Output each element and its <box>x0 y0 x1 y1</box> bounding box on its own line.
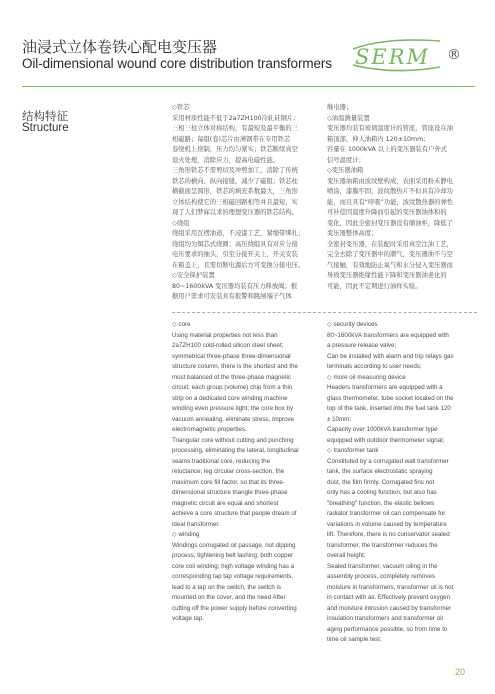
text-line: tank, the surface electrostatic spraying <box>327 468 433 475</box>
text-line: 立体结构使它的三相磁回路相等并且最短，实 <box>172 198 298 206</box>
text-line: 气接触，有效地防止氧气和水分侵入变压器而 <box>327 261 453 269</box>
text-line: overall height; <box>327 552 366 559</box>
text-line: variations in volume caused by temperature <box>327 520 447 528</box>
text-line: 电压要求的抽头，引至分接开关上，开关安装 <box>172 251 298 258</box>
text-line: 可补偿因温度升降而引起的变压器油体积的 <box>327 209 447 216</box>
english-column-left <box>172 320 322 625</box>
text-line: Using material properties not less than <box>172 331 278 339</box>
text-line: 能，而且具有“呼吸”功能，波纹散热器的弹性 <box>327 198 454 206</box>
text-line: most balanced of the three-phase magnetic <box>172 373 292 381</box>
text-line: terminals according to user needs; <box>327 363 422 370</box>
text-line: 绕组采用瓦楞油道，不浸漆工艺，紧缩带绑扎； <box>172 230 305 237</box>
text-line: mounted on the cover, and the need After <box>172 594 286 601</box>
text-line: ◇ core <box>172 321 191 328</box>
text-line: lead to a tap on the switch, the switch is <box>172 583 282 591</box>
text-line: Sealed transformer, vacuum oiling in the <box>327 562 438 570</box>
text-line: only has a cooling function, but also has <box>327 489 437 496</box>
text-line: voltage tap. <box>172 615 204 622</box>
text-line: transformer, the transformer reduces the <box>327 541 438 549</box>
text-line: ◇ more oil measuring device <box>327 373 406 381</box>
logo-text: SERM <box>355 45 431 69</box>
text-line: ◇ security devices <box>327 321 378 328</box>
text-line: Capacity over 1000kVA transformer type <box>327 426 438 433</box>
text-line: top of the tank, inserted into the fuel tank 120 <box>327 405 451 412</box>
text-line: strip on a dedicated core winding machine <box>172 394 288 402</box>
text-line: 铁芯的横向、纵向接缝，减少了磁阻；铁芯柱 <box>172 177 298 185</box>
text-line: ◇变压器油箱 <box>327 167 364 174</box>
text-line: 退火处理，消除应力，提高电磁性能。 <box>172 156 280 164</box>
english-column-right <box>327 320 477 646</box>
text-line: lift. Therefore, there is no conservator sealed <box>327 531 450 538</box>
registered-mark: ® <box>447 47 461 63</box>
text-line: 三角形铁芯不需剪切及冲剪加工，消除了传统 <box>172 167 298 174</box>
text-line: 变压器均装有玻璃温度计的管座，管座设在油 <box>327 125 453 132</box>
text-line: 全密封变压器，在装配时采用真空注油工艺， <box>327 240 453 248</box>
text-line: maximum core fill factor, so that its three- <box>172 478 285 486</box>
text-line: Constituted by a corrugated wall transformer <box>327 457 449 465</box>
text-line: electromagnetic properties. <box>172 426 247 433</box>
text-line: magnetic circuit are equal and shortest <box>172 499 279 507</box>
page-number: 20 <box>455 667 466 677</box>
text-line: ◇铁芯 <box>172 104 190 111</box>
text-line: 变压器整体高度； <box>327 230 378 237</box>
chinese-column-left <box>172 103 322 303</box>
text-line: processing, eliminating the lateral, longitudinal <box>172 447 299 454</box>
text-line: 完全去除了变压器中的潮气，变压器油不与空 <box>327 251 453 258</box>
text-line: insulation transformers and transformer oil <box>327 615 443 622</box>
header-rule <box>22 86 475 87</box>
text-line: Can be installed with alarm and trip relays gas <box>327 352 454 360</box>
text-line: 继电器； <box>327 104 353 111</box>
text-line: corresponding tap tap voltage requirements, <box>172 573 294 580</box>
language-divider <box>172 312 477 313</box>
text-line: 80~1600kVA transformers are equipped with <box>327 331 449 339</box>
text-line: 信号温度计； <box>327 156 365 164</box>
text-line: winding even pressure tight; the core box by <box>172 405 294 412</box>
text-line: 喷涂，漆膜牢固，波纹散热片不但具有冷却功 <box>327 188 453 195</box>
text-line: Windings corrugated oil passage, not dipping <box>172 541 296 549</box>
text-line: ◇ winding <box>172 531 200 538</box>
serm-logo <box>345 35 470 75</box>
text-line: Headers transformers are equipped with a <box>327 384 443 391</box>
text-line: 变压器油箱由波纹壁构成，表面采用粉末静电 <box>327 177 453 185</box>
text-line: ◇油温测量装置 <box>327 114 370 122</box>
text-line: Triangular core without cutting and punching <box>172 436 294 444</box>
text-line: "breathing" function, the elastic bellows <box>327 499 435 507</box>
text-line: 2a7ZH100 cold-rolled silicon steel sheet; <box>172 342 284 349</box>
text-line: ideal transformer. <box>172 520 220 528</box>
text-line: dimensional structure triangle three-phase <box>172 489 288 496</box>
text-line: reluctance; leg circular cross-section, the <box>172 468 285 475</box>
text-line: in contact with air. Effectively prevent oxygen <box>327 594 451 601</box>
text-line: dust, the film firmly. Corrugated fins not <box>327 478 435 486</box>
text-line: ◇安全保护装置 <box>172 272 215 279</box>
chinese-column-right <box>327 103 477 292</box>
text-line: 三相三柱立体对称结构，有最短及最平衡的三 <box>172 125 298 132</box>
text-line: achieve a core structure that people dream of <box>172 510 297 517</box>
text-line: 横截面呈圆形，铁芯的填充系数最大，三角形 <box>172 188 298 195</box>
text-line: 变化，因此全密封变压器没有储油柜，降低了 <box>327 219 453 227</box>
text-line: assembly process, completely removes <box>327 573 435 580</box>
text-line: 相磁路；每组(卷)芯片由薄钢带在专用铁芯 <box>172 135 291 143</box>
text-line: process, tightening belt lashing; both copper <box>172 552 294 559</box>
text-line: 导致变压器绝缘性能下降和变压器油老化的 <box>327 272 447 279</box>
text-line: a pressure release valve; <box>327 342 397 349</box>
text-line: 卷绕机上绕制，压力均匀紧实；铁芯断续真空 <box>172 146 298 153</box>
text-line: 据用户需求可安装具有报警和跳闸端子气体 <box>172 293 292 300</box>
text-line: time oil sample test. <box>327 636 382 643</box>
text-line: cutting off the power supply before converting <box>172 604 297 612</box>
text-line: moisture in transformers, transformer oil is not <box>327 583 454 591</box>
page-title-en: Oil-dimensional wound core distribution transformers <box>22 56 332 71</box>
text-line: ◇绕组 <box>172 219 190 227</box>
text-line: glass thermometer, tube socket located on the <box>327 394 454 402</box>
text-line: 80~1600kVA 变压器均装有压力释放阀；根 <box>172 282 298 290</box>
text-line: symmetrical three-phase three-dimensional <box>172 352 291 360</box>
text-line: radiator transformer oil can compensate for <box>327 510 446 517</box>
text-line: vacuum annealing, eliminate stress, improve <box>172 415 295 423</box>
text-line: 采用材质性能不低于2a7ZH100冷轧硅钢片; <box>172 114 296 122</box>
section-title-cn: 结构特征 <box>22 109 68 123</box>
text-line: 容量在 1000kVA 以上的变压器装有户外式 <box>327 146 448 153</box>
text-line: and moisture intrusion caused by transformer <box>327 604 452 612</box>
text-line: circuit; each group (volume) chip from a thin <box>172 384 293 391</box>
text-line: ± 10mm; <box>327 415 352 423</box>
text-line: ◇ transformer tank <box>327 447 379 454</box>
text-line: seams traditional core, reducing the <box>172 457 271 465</box>
page-title-cn: 油浸式立体卷铁心配电变压器 <box>22 38 218 56</box>
text-line: aging performance possible, so from time to <box>327 625 448 633</box>
text-line: equipped with outdoor thermometer signal; <box>327 436 445 444</box>
text-line: structure column, there is the shortest and the <box>172 363 298 370</box>
text-line: 箱顶部，伸入油箱内 120±10mm; <box>327 135 426 143</box>
text-line: 在箱盖上，且需切断电源后方可变换分接电压。 <box>172 261 305 269</box>
text-line: 绕组均为铜芯式绕圈；高压绕组具有对应分接 <box>172 240 298 248</box>
text-line: 可能，因此不定期进行油样实验。 <box>327 282 422 290</box>
section-title-en: Structure <box>22 122 69 134</box>
text-line: core coil winding; high voltage winding has a <box>172 562 295 570</box>
text-line: 现了人们梦寐以求的理想变压器的铁芯结构。 <box>172 209 298 216</box>
